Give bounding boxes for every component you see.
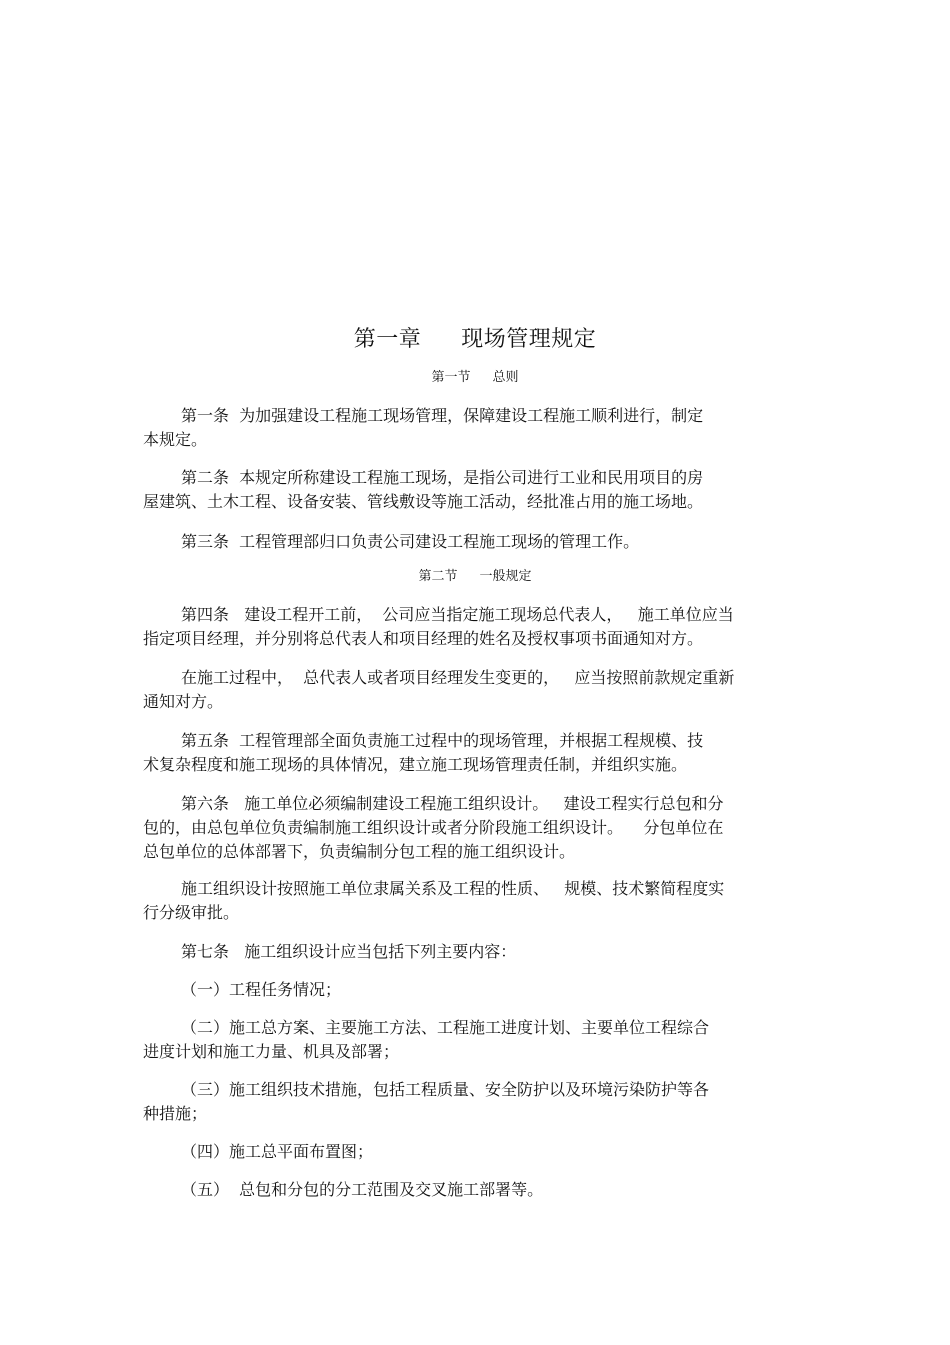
article-7-item-3: [143, 1078, 803, 1126]
paragraph-line: 第二条 本规定所称建设工程施工现场，是指公司进行工业和民用项目的房: [181, 468, 704, 487]
paragraph-line: （四）施工总平面布置图；: [181, 1142, 374, 1161]
paragraph-line: 种措施；: [143, 1104, 208, 1123]
paragraph-line: （五） 总包和分包的分工范围及交叉施工部署等。: [181, 1180, 544, 1199]
paragraph-line: （一）工程任务情况；: [181, 980, 342, 999]
paragraph-line: 包的，由总包单位负责编制施工组织设计或者分阶段施工组织设计。 分包单位在: [143, 818, 724, 837]
article-5: [143, 729, 803, 777]
paragraph-line: 屋建筑、土木工程、设备安装、管线敷设等施工活动，经批准占用的施工场地。: [143, 492, 704, 511]
article-6: [143, 792, 803, 864]
article-2: [143, 466, 803, 514]
paragraph-line: 进度计划和施工力量、机具及部署；: [143, 1042, 400, 1061]
article-1: [143, 404, 803, 452]
article-4-paragraph-2: [143, 666, 803, 714]
chapter-title: 现场管理规定: [461, 327, 597, 352]
paragraph-line: 本规定。: [143, 430, 208, 449]
section-number: 第一节: [431, 370, 471, 385]
paragraph-line: （三）施工组织技术措施，包括工程质量、安全防护以及环境污染防护等各: [181, 1080, 710, 1099]
paragraph-line: 在施工过程中， 总代表人或者项目经理发生变更的， 应当按照前款规定重新: [181, 668, 735, 687]
article-6-paragraph-2: [143, 877, 803, 925]
article-7-item-5: [143, 1178, 803, 1202]
article-7: [143, 940, 803, 964]
paragraph-line: 第五条 工程管理部全面负责施工过程中的现场管理，并根据工程规模、技: [181, 731, 704, 750]
article-3: [143, 530, 803, 554]
paragraph-line: 术复杂程度和施工现场的具体情况，建立施工现场管理责任制，并组织实施。: [143, 755, 688, 774]
paragraph-line: 行分级审批。: [143, 903, 240, 922]
paragraph-line: 第四条 建设工程开工前， 公司应当指定施工现场总代表人， 施工单位应当: [181, 605, 734, 624]
paragraph-line: （二）施工总方案、主要施工方法、工程施工进度计划、主要单位工程综合: [181, 1018, 710, 1037]
paragraph-line: 第七条 施工组织设计应当包括下列主要内容：: [181, 942, 517, 961]
section-title: 一般规定: [479, 569, 532, 584]
section-heading-1: [0, 369, 950, 387]
paragraph-line: 总包单位的总体部署下，负责编制分包工程的施工组织设计。: [143, 842, 576, 861]
paragraph-line: 指定项目经理，并分别将总代表人和项目经理的姓名及授权事项书面通知对方。: [143, 629, 704, 648]
article-7-item-4: [143, 1140, 803, 1164]
section-title: 总则: [492, 370, 519, 385]
section-number: 第二节: [418, 569, 458, 584]
paragraph-line: 第六条 施工单位必须编制建设工程施工组织设计。 建设工程实行总包和分: [181, 794, 724, 813]
chapter-heading: [0, 324, 950, 356]
article-4: [143, 603, 803, 651]
paragraph-line: 第三条 工程管理部归口负责公司建设工程施工现场的管理工作。: [181, 532, 640, 551]
chapter-number: 第一章: [353, 327, 422, 352]
paragraph-line: 施工组织设计按照施工单位隶属关系及工程的性质、 规模、技术繁简程度实: [181, 879, 725, 898]
article-7-item-1: [143, 978, 803, 1002]
paragraph-line: 通知对方。: [143, 692, 224, 711]
paragraph-line: 第一条 为加强建设工程施工现场管理，保障建设工程施工顺利进行，制定: [181, 406, 704, 425]
section-heading-2: [0, 568, 950, 586]
article-7-item-2: [143, 1016, 803, 1064]
